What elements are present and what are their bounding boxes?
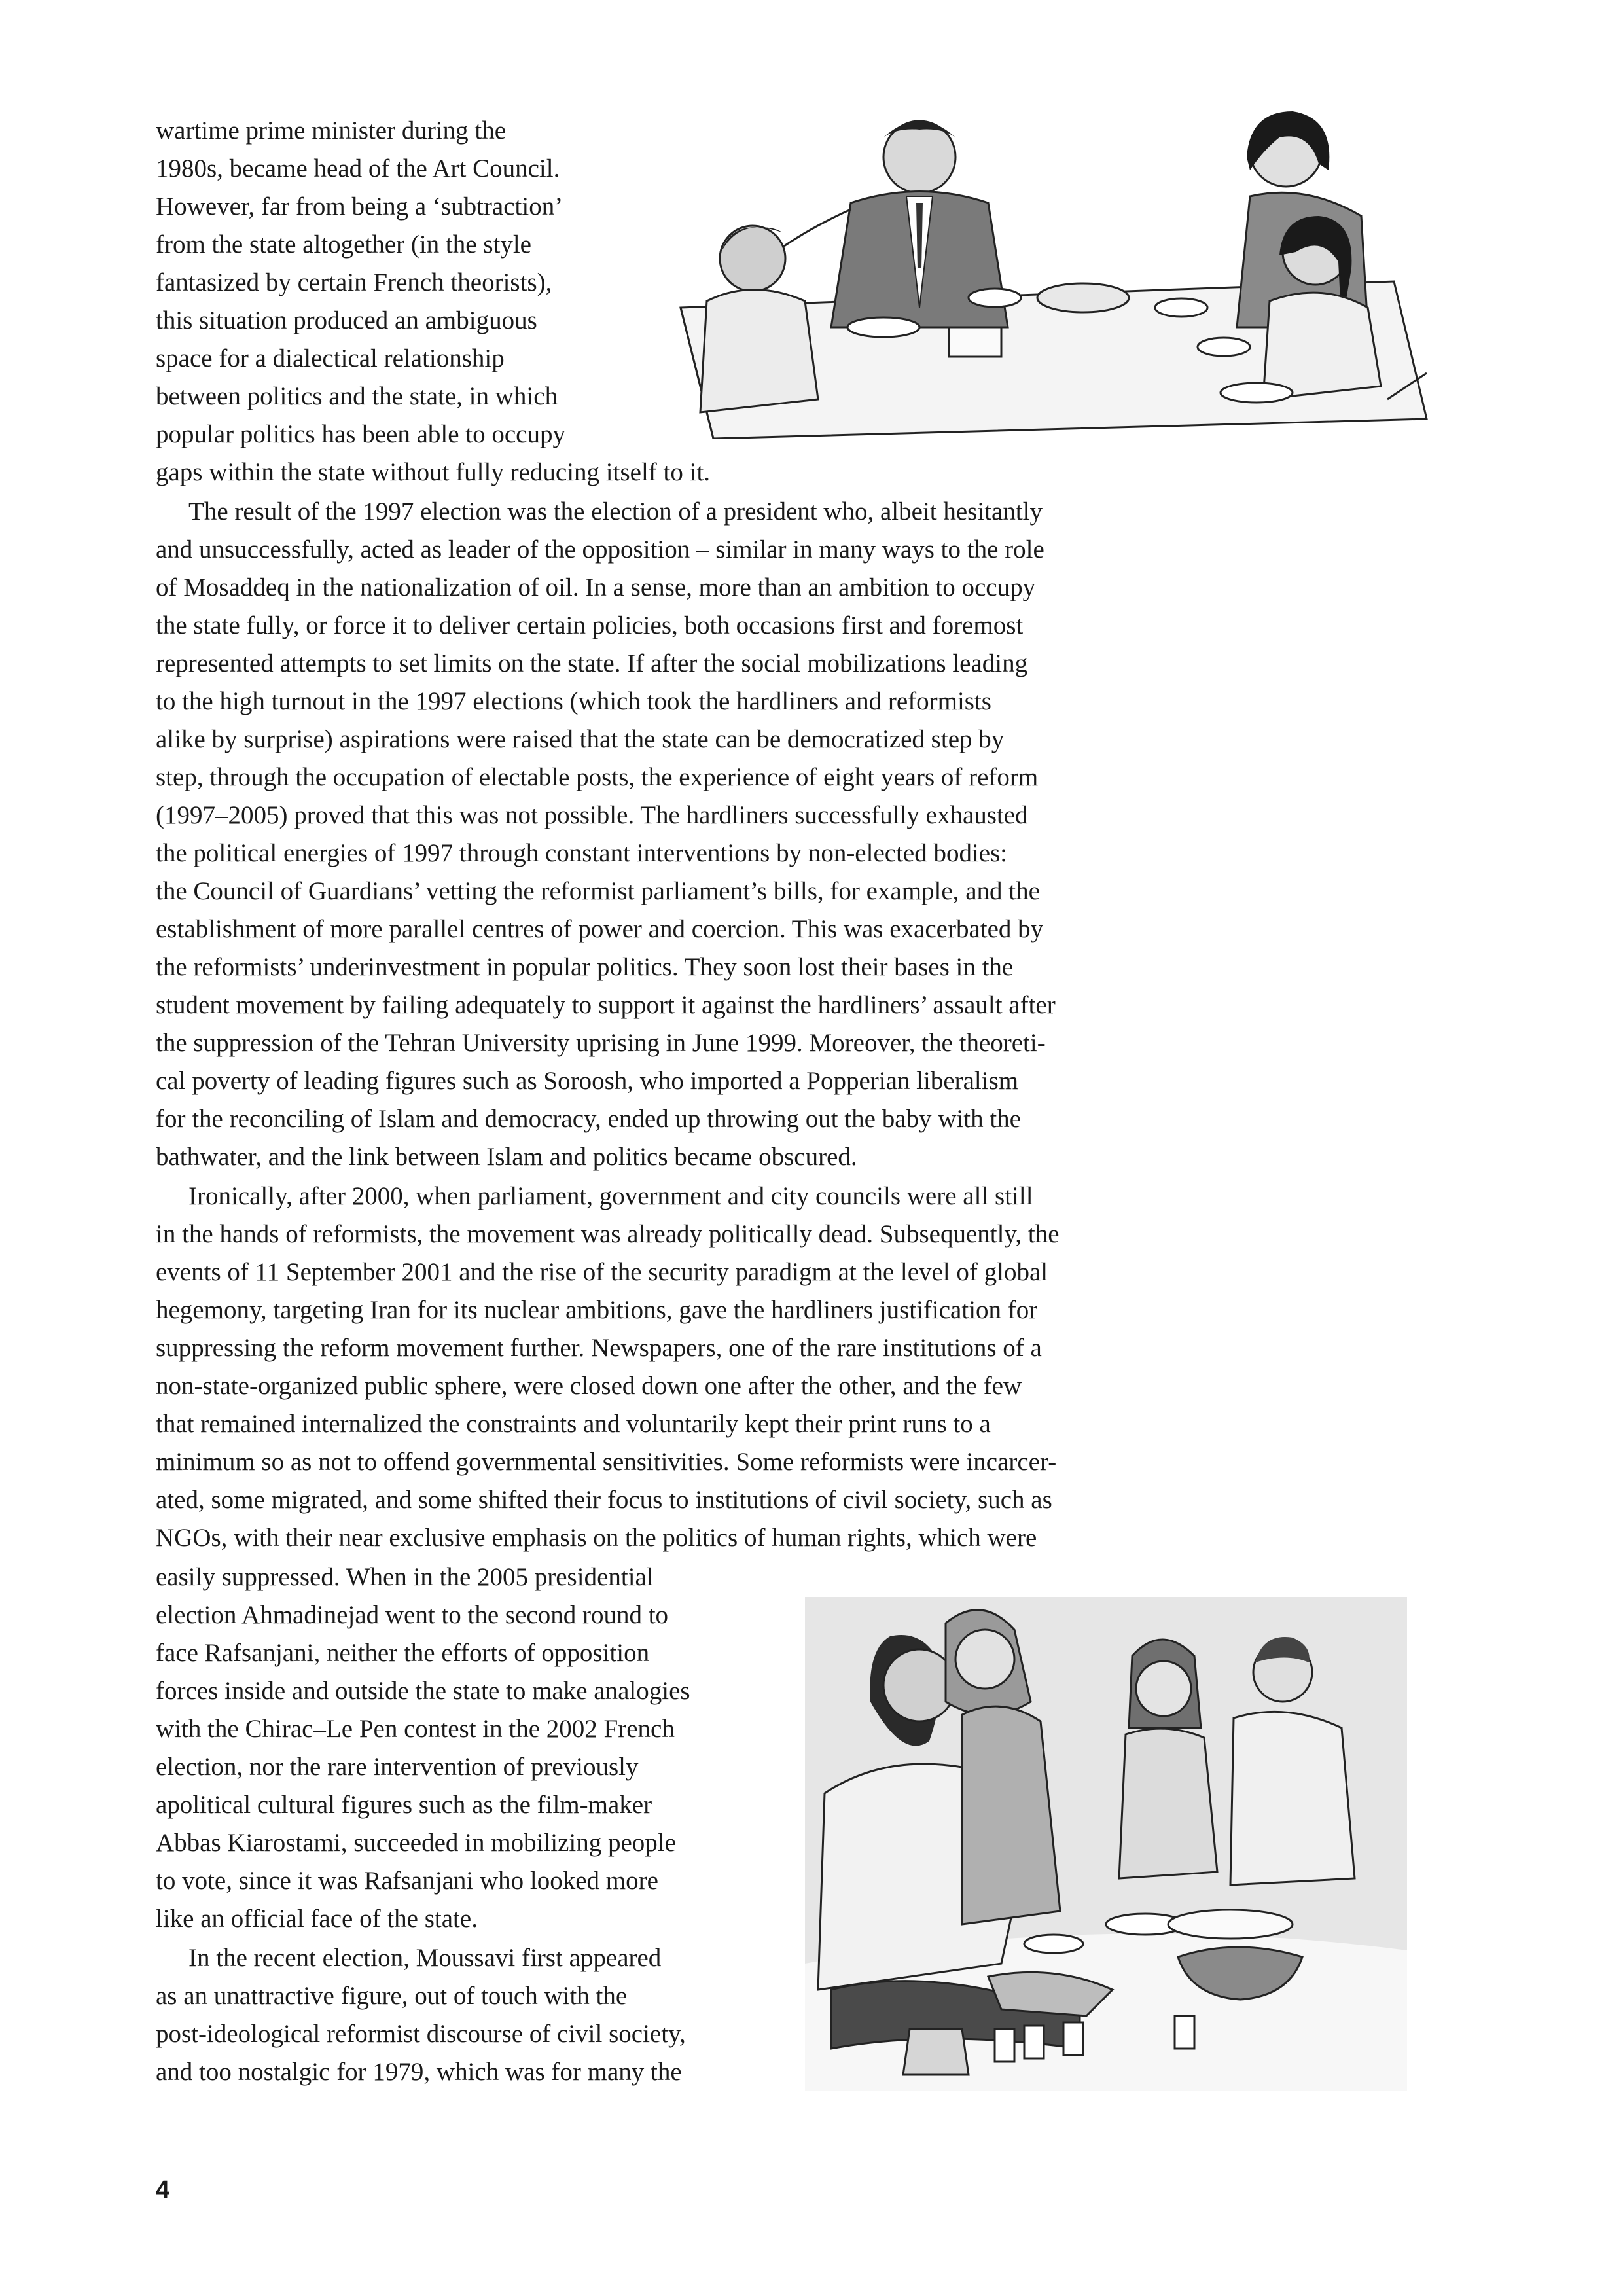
text-line: from the state altogether (in the style [156,230,531,259]
text-line: cal poverty of leading figures such as Soroosh, who imported a Popperian liberalism [156,1067,1019,1095]
text-line: for the reconciling of Islam and democracy, ended up throwing out the baby with the [156,1105,1021,1133]
text-line: step, through the occupation of electable posts, the experience of eight years of reform [156,763,1039,791]
text-line: space for a dialectical relationship [156,344,505,372]
text-line: as an unattractive figure, out of touch with the [156,1982,628,2010]
text-line: and unsuccessfully, acted as leader of the opposition – similar in many ways to the role [156,535,1044,564]
text-line: gaps within the state without fully reducing itself to it. [156,458,711,486]
text-line: The result of the 1997 election was the election of a president who, albeit hesitantly [188,497,1043,526]
text-line: in the hands of reformists, the movement was already politically dead. Subsequently, the [156,1220,1060,1248]
family-meal-on-floor-illustration [805,1597,1407,2091]
text-line: 1980s, became head of the Art Council. [156,154,560,183]
text-line: election Ahmadinejad went to the second round to [156,1601,669,1629]
text-line: post-ideological reformist discourse of civil society, [156,2020,686,2048]
text-line: wartime prime minister during the [156,117,507,145]
text-line: between politics and the state, in which [156,382,558,410]
text-line: popular politics has been able to occupy [156,420,565,448]
text-line: face Rafsanjani, neither the efforts of opposition [156,1639,650,1667]
text-line: the state fully, or force it to deliver certain policies, both occasions first and foremost [156,611,1024,639]
text-line: like an official face of the state. [156,1905,478,1933]
text-line: forces inside and outside the state to make analogies [156,1677,690,1705]
text-line: Abbas Kiarostami, succeeded in mobilizing people [156,1829,676,1857]
text-line: the Council of Guardians’ vetting the reformist parliament’s bills, for example, and the [156,877,1040,905]
text-line: suppressing the reform movement further. Newspapers, one of the rare institutions of a [156,1334,1042,1362]
text-line: to the high turnout in the 1997 elections (which took the hardliners and reformists [156,687,991,715]
text-line: ated, some migrated, and some shifted their focus to institutions of civil society, such as [156,1486,1052,1514]
text-line: election, nor the rare intervention of previously [156,1753,639,1781]
text-line: bathwater, and the link between Islam and politics became obscured. [156,1143,857,1171]
page-number: 4 [156,2176,170,2204]
text-line: (1997–2005) proved that this was not possible. The hardliners successfully exhausted [156,801,1028,829]
text-line: with the Chirac–Le Pen contest in the 2002 French [156,1715,675,1743]
text-line: fantasized by certain French theorists), [156,268,552,296]
text-line: student movement by failing adequately to support it against the hardliners’ assault after [156,991,1056,1019]
text-line: establishment of more parallel centres of power and coercion. This was exacerbated by [156,915,1044,943]
text-line: non-state-organized public sphere, were closed down one after the other, and the few [156,1372,1022,1400]
text-line: represented attempts to set limits on the state. If after the social mobilizations leading [156,649,1028,677]
text-line: However, far from being a ‘subtraction’ [156,192,563,221]
text-line: In the recent election, Moussavi first appeared [188,1944,662,1972]
text-line: NGOs, with their near exclusive emphasis on the politics of human rights, which were [156,1524,1037,1552]
text-line: the suppression of the Tehran University uprising in June 1999. Moreover, the theoreti- [156,1029,1046,1057]
text-line: that remained internalized the constraints and voluntarily kept their print runs to a [156,1410,991,1438]
text-line: the political energies of 1997 through constant interventions by non-elected bodies: [156,839,1008,867]
text-line: events of 11 September 2001 and the rise of the security paradigm at the level of global [156,1258,1048,1286]
family-dinner-table-illustration [661,111,1430,439]
text-line: to vote, since it was Rafsanjani who looked more [156,1867,658,1895]
text-line: easily suppressed. When in the 2005 presidential [156,1563,654,1591]
text-line: and too nostalgic for 1979, which was for many the [156,2058,682,2086]
text-line: minimum so as not to offend governmental sensitivities. Some reformists were incarcer- [156,1448,1057,1476]
text-line: this situation produced an ambiguous [156,306,537,334]
text-line: alike by surprise) aspirations were raised that the state can be democratized step by [156,725,1005,753]
text-line: the reformists’ underinvestment in popular politics. They soon lost their bases in the [156,953,1014,981]
text-line: hegemony, targeting Iran for its nuclear ambitions, gave the hardliners justification for [156,1296,1038,1324]
text-line: of Mosaddeq in the nationalization of oil. In a sense, more than an ambition to occupy [156,573,1036,601]
text-line: apolitical cultural figures such as the film-maker [156,1791,652,1819]
text-line: Ironically, after 2000, when parliament, government and city councils were all still [188,1182,1033,1210]
